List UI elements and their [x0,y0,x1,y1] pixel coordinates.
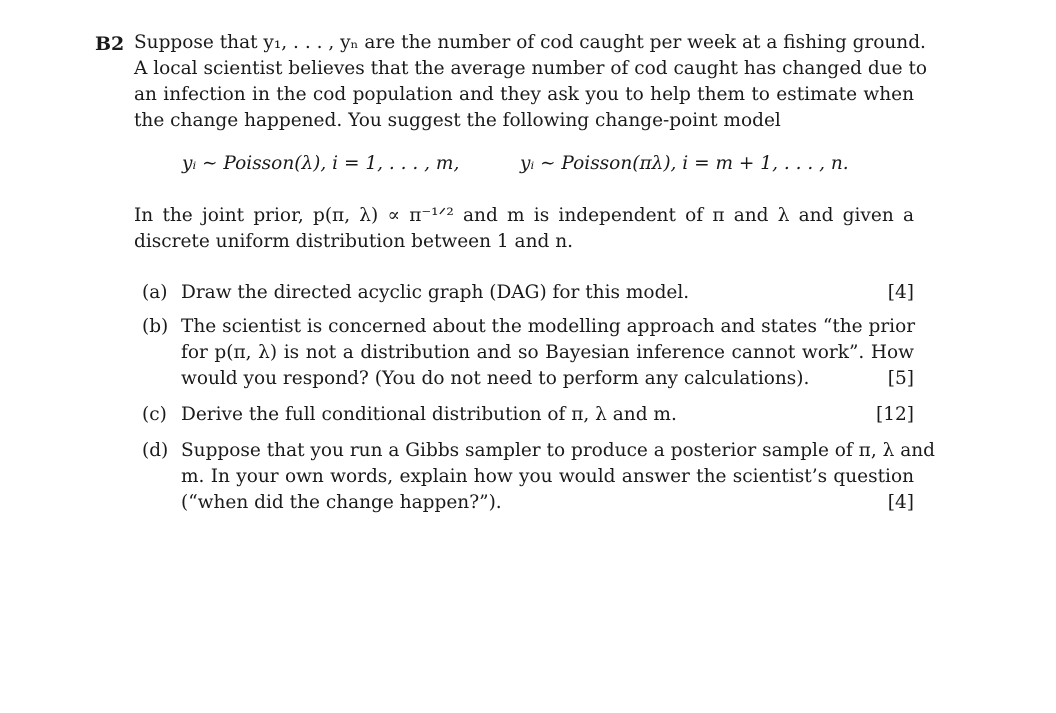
part-line: would you respond? (You do not need to perform any calculations). [181,368,810,389]
part-line: m. In your own words, explain how you would answer the scientist’s question [181,466,914,487]
part-d [142,438,935,516]
intro-line: the change happened. You suggest the following change-point model [134,110,781,131]
part-b [142,314,914,392]
model-equation-first: yᵢ ∼ Poisson(λ), i = 1, . . . , m, [182,153,460,174]
part-line: for p(π, λ) is not a distribution and so Bayesian inference cannot work”. How [181,342,914,363]
part-marks: [5] [887,368,914,389]
part-line: Draw the directed acyclic graph (DAG) for this model. [181,282,690,303]
part-marks: [12] [876,404,914,425]
part-marks: [4] [887,492,914,513]
part-a [142,280,914,306]
part-line: Suppose that you run a Gibbs sampler to produce a posterior sample of π, λ and [181,440,935,461]
part-line: (“when did the change happen?”). [181,492,502,513]
intro-line: Suppose that y₁, . . . , yₙ are the number of cod caught per week at a fishing ground. [134,32,926,53]
part-marker: (d) [142,440,169,461]
part-c [142,402,914,428]
prior-line: In the joint prior, p(π, λ) ∝ π⁻¹ᐟ² and m is independent of π and λ and given a [134,205,914,226]
prior-line: discrete uniform distribution between 1 and n. [134,231,574,252]
part-marker: (b) [142,316,169,337]
part-marker: (c) [142,404,167,425]
part-line: The scientist is concerned about the modelling approach and states “the prior [181,316,916,337]
question-label: B2 [95,33,125,55]
prior-statement [134,203,914,255]
part-marker: (a) [142,282,168,303]
intro-line: A local scientist believes that the average number of cod caught has changed due to [134,58,928,79]
intro-line: an infection in the cod population and they ask you to help them to estimate when [134,84,914,105]
part-line: Derive the full conditional distribution of π, λ and m. [181,404,677,425]
part-marks: [4] [887,282,914,303]
question-intro [134,30,928,134]
model-equation-second: yᵢ ∼ Poisson(πλ), i = m + 1, . . . , n. [520,153,849,174]
